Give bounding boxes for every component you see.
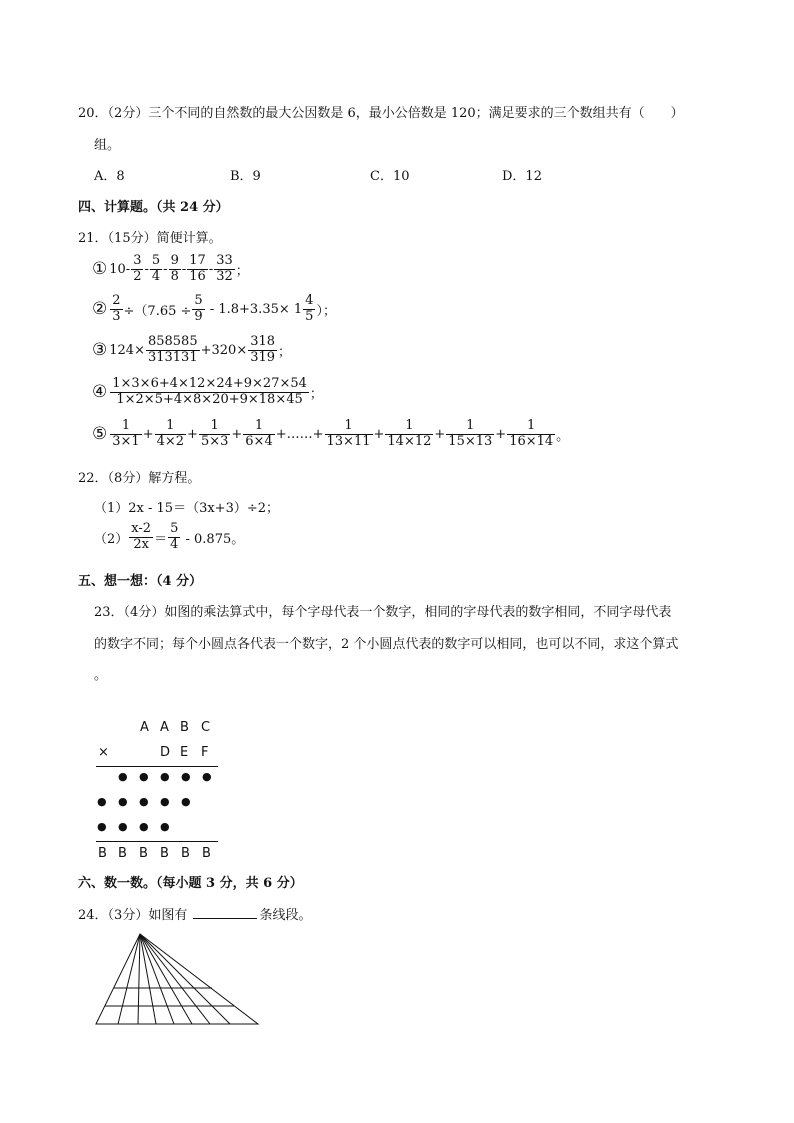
dot: ● [202,770,212,783]
digit-B: B [139,846,148,861]
q21-stem: 21．（15分）简便计算。 [78,231,222,246]
fraction: $\frac{17}{16}$ [189,253,206,284]
digit-C: C [201,720,211,735]
fraction: $\frac{1}{15\times 13}$ [448,418,493,449]
dot: ● [181,795,191,808]
digit-B: B [98,846,107,861]
circle-number-2: ② [92,299,108,320]
digit-B: B [202,846,211,861]
circle-number-3: ③ [92,340,108,361]
q21-expr-2: ② $\frac{2}{3}$ ÷（7.65 ÷ $\frac{5}{9}$ - 1.8+3.35× 1 $\frac{4}{5}$ ）； [92,293,336,324]
fraction: $\frac{5}{4}$ [151,253,161,284]
q21-expr-4: ④ $\frac{1\times 3\times 6+4\times 12\times 24+9\times 27\times 54}{1\times 2\times 5+4\times 8\times 20+9\times 18\times 45}$ ； [92,376,323,407]
circle-number-4: ④ [92,382,108,403]
q24-stem: 24．（3分）如图有 条线段。 [78,908,312,923]
dot: ● [160,820,170,833]
fraction: $\frac{5}{4}$ [170,521,179,552]
dot: ● [118,770,128,783]
q20-option-b: B．9 [230,169,261,184]
digit-B: B [118,846,127,861]
section-5-heading: 五、想一想：（4 分） [78,574,203,589]
triangle-segments-figure [90,928,265,1028]
triangle-outline [96,934,258,1024]
circle-number-1: ① [92,259,108,280]
q22-part-2: （2） $\frac{x-2}{2x}$ ＝ $\frac{5}{4}$ - 0.875。 [94,521,245,552]
fraction: $\frac{858585}{313131}$ [147,334,198,365]
fraction: $\frac{5}{9}$ [194,293,203,324]
circle-number-5: ⑤ [92,424,108,445]
section-4-heading: 四、计算题。（共 24 分） [78,200,229,215]
q22-part-1: （1）2x - 15＝（3x+3）÷2； [94,501,280,516]
q23-line1: 23．（4分）如图的乘法算式中，每个字母代表一个数字，相同的字母代表的数字相同，不同字母代表 [94,605,672,620]
fraction: $\frac{2}{3}$ [112,293,121,324]
q20-option-a: A．8 [94,169,125,184]
q20-option-d: D．12 [502,169,542,184]
dot: ● [139,820,149,833]
fraction: $\frac{1}{5\times 3}$ [200,418,229,449]
q20-option-c: C．10 [370,169,410,184]
fraction: $\frac{1}{4\times 2}$ [156,418,185,449]
dot: ● [118,820,128,833]
dot: ● [160,770,170,783]
fraction: $\frac{33}{32}$ [216,253,233,284]
digit-B: B [160,846,169,861]
dot: ● [97,820,107,833]
rule-line-2 [96,841,218,842]
digit-D: D [160,745,171,760]
ray [118,934,140,1024]
dot: ● [118,795,128,808]
fraction: $\frac{3}{2}$ [133,253,142,284]
fraction: $\frac{x-2}{2x}$ [131,521,152,552]
q21-expr-3: ③ 124× $\frac{858585}{313131}$ +320× $\frac{318}{319}$ ； [92,334,292,365]
mixed-number: 1 $\frac{4}{5}$ [293,293,314,324]
digit-F: F [201,745,209,760]
fraction: $\frac{1}{3\times 1}$ [112,418,140,449]
fraction: $\frac{318}{319}$ [250,334,276,365]
rule-line-1 [96,766,218,767]
digit-E: E [180,745,189,760]
q23-line3: 。 [94,668,108,683]
fraction: $\frac{1}{6\times 4}$ [245,418,273,449]
answer-blank[interactable] [193,906,257,919]
q21-expr-5: ⑤ $\frac{1}{3\times 1}$ + $\frac{1}{4\times 2}$ + $\frac{1}{5\times 3}$ + $\frac{1}{6\times 4}$ +……+ $\frac{1}{13\times 11}$ + $\frac{1}{14\times 12}$ + $\frac{1}{15\times 13}$ + $\frac{1}{16\times 14}$ 。 [92,418,570,449]
times-sign: × [98,745,109,760]
digit-B: B [181,846,190,861]
fraction: $\frac{1\times 3\times 6+4\times 12\times 24+9\times 27\times 54}{1\times 2\times 5+4\times 8\times 20+9\times 18\times 45}$ [112,376,307,407]
ray [138,934,140,1024]
q23-line2: 的数字不同；每个小圆点各代表一个数字，2 个小圆点代表的数字可以相同，也可以不同，求这个算式 [94,637,679,652]
dot: ● [97,795,107,808]
q22-stem: 22．（8分）解方程。 [78,471,201,486]
dot: ● [139,795,149,808]
fraction: $\frac{9}{8}$ [170,253,179,284]
fraction: $\frac{1}{14\times 12}$ [387,418,432,449]
fraction: $\frac{1}{13\times 11}$ [326,418,371,449]
dot: ● [181,770,191,783]
q20-line2: 组。 [94,138,121,153]
q21-expr-1: ① 10- $\frac{3}{2}$ - $\frac{5}{4}$ - $\frac{9}{8}$ - $\frac{17}{16}$ - $\frac{33}{32}$ ； [92,253,249,284]
q20-line1: 20．（2分）三个不同的自然数的最大公因数是 6，最小公倍数是 120；满足要求的三个数组共有（ ） [78,106,684,121]
dot: ● [160,795,170,808]
fraction: $\frac{1}{16\times 14}$ [509,418,554,449]
digit-A: A [140,720,149,735]
dot: ● [139,770,149,783]
section-6-heading: 六、数一数。（每小题 3 分，共 6 分） [78,876,303,891]
digit-A: A [160,720,169,735]
digit-B: B [180,720,189,735]
